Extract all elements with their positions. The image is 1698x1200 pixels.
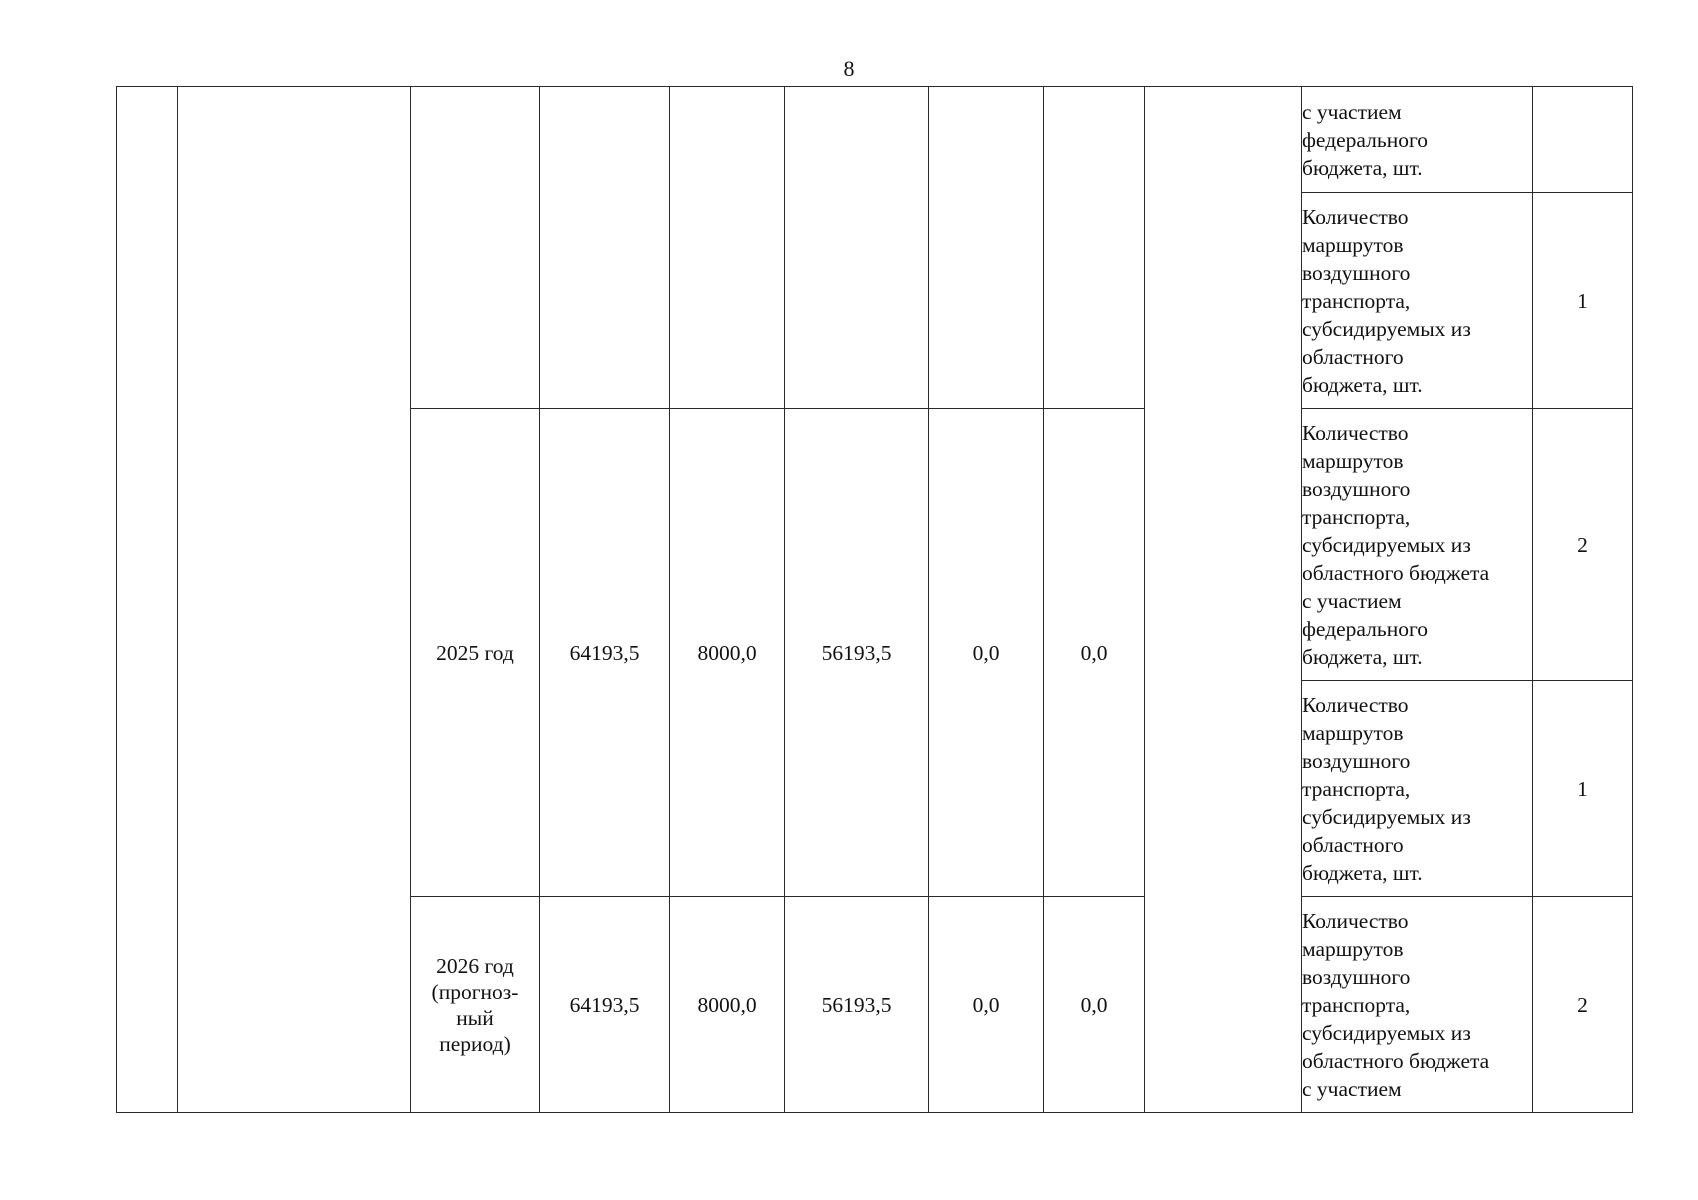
local-budget-cell: [929, 87, 1044, 409]
total-cell: [540, 87, 670, 409]
indicator-line: областного: [1302, 344, 1404, 369]
indicator-line: транспорта,: [1302, 504, 1411, 529]
federal-budget-cell: 8000,0: [670, 409, 785, 897]
indicator-line: бюджета, шт.: [1302, 644, 1423, 669]
indicator-line: с участием: [1302, 588, 1402, 613]
period-line: период): [439, 1031, 511, 1056]
indicator-line: бюджета, шт.: [1302, 372, 1423, 397]
budget-table: [116, 86, 1633, 1113]
indicator-line: с участием: [1302, 1076, 1402, 1101]
indicator-value-cell: 1: [1533, 681, 1633, 897]
indicator-line: Количество: [1302, 204, 1409, 229]
page-number: 8: [843, 56, 855, 81]
indicator-name-cell: [1302, 681, 1533, 897]
indicator-line: маршрутов: [1302, 232, 1404, 257]
indicator-value-cell: [1533, 87, 1633, 193]
indicator-line: федерального: [1302, 127, 1428, 152]
indicator-name-cell: [1302, 87, 1533, 193]
indicator-value-cell: 1: [1533, 193, 1633, 409]
local-budget-cell: 0,0: [929, 897, 1044, 1113]
indicator-line: бюджета, шт.: [1302, 155, 1423, 180]
indicator-line: Количество: [1302, 908, 1409, 933]
other-sources-cell: [1044, 87, 1145, 409]
indicator-line: субсидируемых из: [1302, 804, 1471, 829]
other-sources-cell: 0,0: [1044, 409, 1145, 897]
indicator-line: субсидируемых из: [1302, 532, 1471, 557]
indicator-value-cell: 2: [1533, 897, 1633, 1113]
indicator-line: транспорта,: [1302, 288, 1411, 313]
indicator-line: воздушного: [1302, 748, 1411, 773]
indicator-name-cell: [1302, 897, 1533, 1113]
regional-budget-cell: 56193,5: [785, 897, 929, 1113]
regional-budget-cell: 56193,5: [785, 409, 929, 897]
other-sources-cell: 0,0: [1044, 897, 1145, 1113]
indicator-line: маршрутов: [1302, 936, 1404, 961]
indicator-line: воздушного: [1302, 964, 1411, 989]
indicator-line: областного бюджета: [1302, 1048, 1490, 1073]
regional-budget-cell: [785, 87, 929, 409]
federal-budget-cell: 8000,0: [670, 897, 785, 1113]
indicator-line: воздушного: [1302, 476, 1411, 501]
indicator-line: с участием: [1302, 99, 1402, 124]
indicator-line: федерального: [1302, 616, 1428, 641]
event-name-cell: [178, 87, 411, 1113]
indicator-line: транспорта,: [1302, 992, 1411, 1017]
executor-cell: [1145, 87, 1302, 1113]
total-cell: 64193,5: [540, 409, 670, 897]
indicator-name-cell: [1302, 193, 1533, 409]
indicator-line: бюджета, шт.: [1302, 860, 1423, 885]
federal-budget-cell: [670, 87, 785, 409]
indicator-value-cell: 2: [1533, 409, 1633, 681]
indicator-line: областного: [1302, 832, 1404, 857]
indicator-line: областного бюджета: [1302, 560, 1490, 585]
period-cell: [411, 897, 540, 1113]
indicator-name-cell: [1302, 409, 1533, 681]
indicator-line: Количество: [1302, 420, 1409, 445]
indicator-line: Количество: [1302, 692, 1409, 717]
period-cell: [411, 87, 540, 409]
indicator-line: транспорта,: [1302, 776, 1411, 801]
period-line: ный: [456, 1005, 494, 1030]
indicator-line: субсидируемых из: [1302, 316, 1471, 341]
indicator-line: маршрутов: [1302, 720, 1404, 745]
period-line: 2026 год: [436, 953, 514, 978]
period-cell: 2025 год: [411, 409, 540, 897]
period-line: (прогноз-: [431, 979, 519, 1004]
indicator-line: субсидируемых из: [1302, 1020, 1471, 1045]
number-cell: [117, 87, 178, 1113]
total-cell: 64193,5: [540, 897, 670, 1113]
local-budget-cell: 0,0: [929, 409, 1044, 897]
indicator-line: воздушного: [1302, 260, 1411, 285]
indicator-line: маршрутов: [1302, 448, 1404, 473]
